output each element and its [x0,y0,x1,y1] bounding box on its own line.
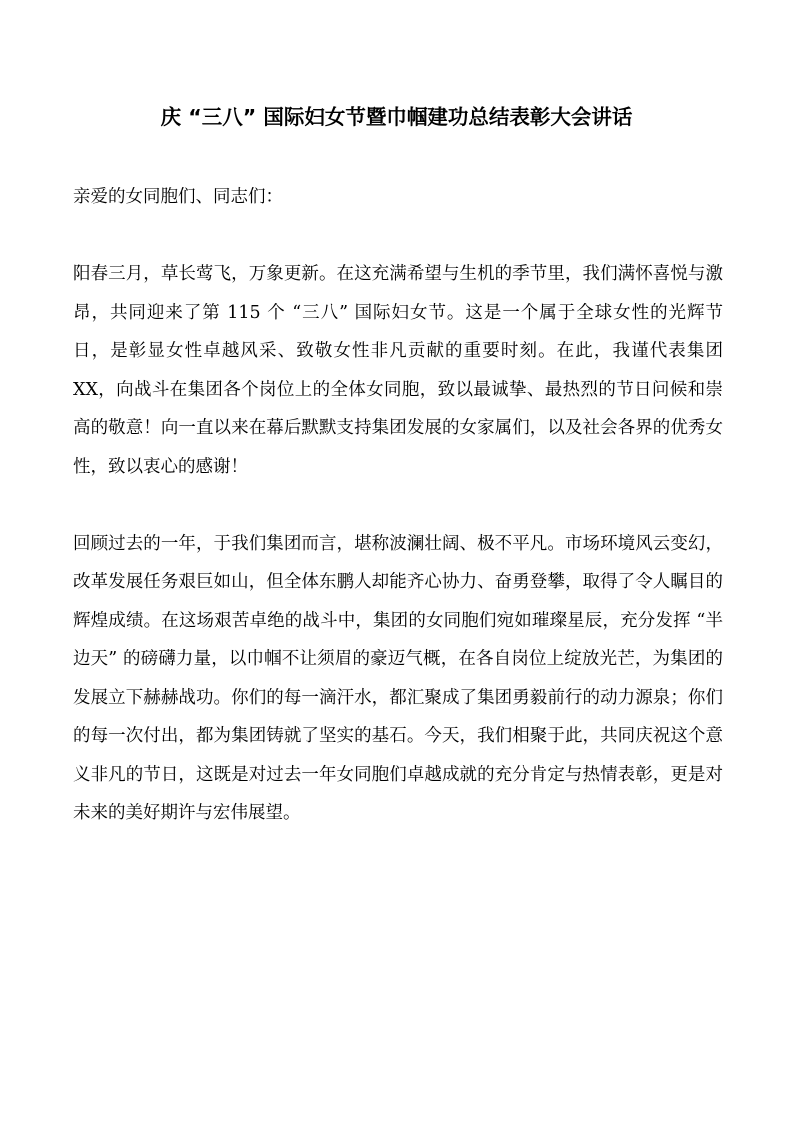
paragraph-2: 回顾过去的一年，于我们集团而言，堪称波澜壮阔、极不平凡。市场环境风云变幻，改革发展任务艰巨如山，但全体东鹏人却能齐心协力、奋勇登攀，取得了令人瞩目的辉煌成绩。在这场艰苦卓绝的战斗中，集团的女同胞们宛如璀璨星辰，充分发挥 “半边天” 的磅礴力量，以巾帼不让须眉的豪迈气概，在各自岗位上绽放光芒，为集团的发展立下赫赫战功。你们的每一滴汗水，都汇聚成了集团勇毅前行的动力源泉；你们的每一次付出，都为集团铸就了坚实的基石。今天，我们相聚于此，共同庆祝这个意义非凡的节日，这既是对过去一年女同胞们卓越成就的充分肯定与热情表彰，更是对未来的美好期许与宏伟展望。 [73,533,723,823]
paragraph-1: 阳春三月，草长莺飞，万象更新。在这充满希望与生机的季节里，我们满怀喜悦与激昂，共同迎来了第 115 个 “三八” 国际妇女节。这是一个属于全球女性的光辉节日，是彰显女性卓越风采、致敬女性非凡贡献的重要时刻。在此，我谨代表集团XX，向战斗在集团各个岗位上的全体女同胞，致以最诚挚、最热烈的节日问候和崇高的敬意！向一直以来在幕后默默支持集团发展的女家属们，以及社会各界的优秀女性，致以衷心的感谢！ [73,264,723,477]
document-body [73,178,723,871]
document-title: 庆 “三八” 国际妇女节暨巾帼建功总结表彰大会讲话 [160,105,633,129]
salutation: 亲爱的女同胞们、同志们： [73,187,283,207]
